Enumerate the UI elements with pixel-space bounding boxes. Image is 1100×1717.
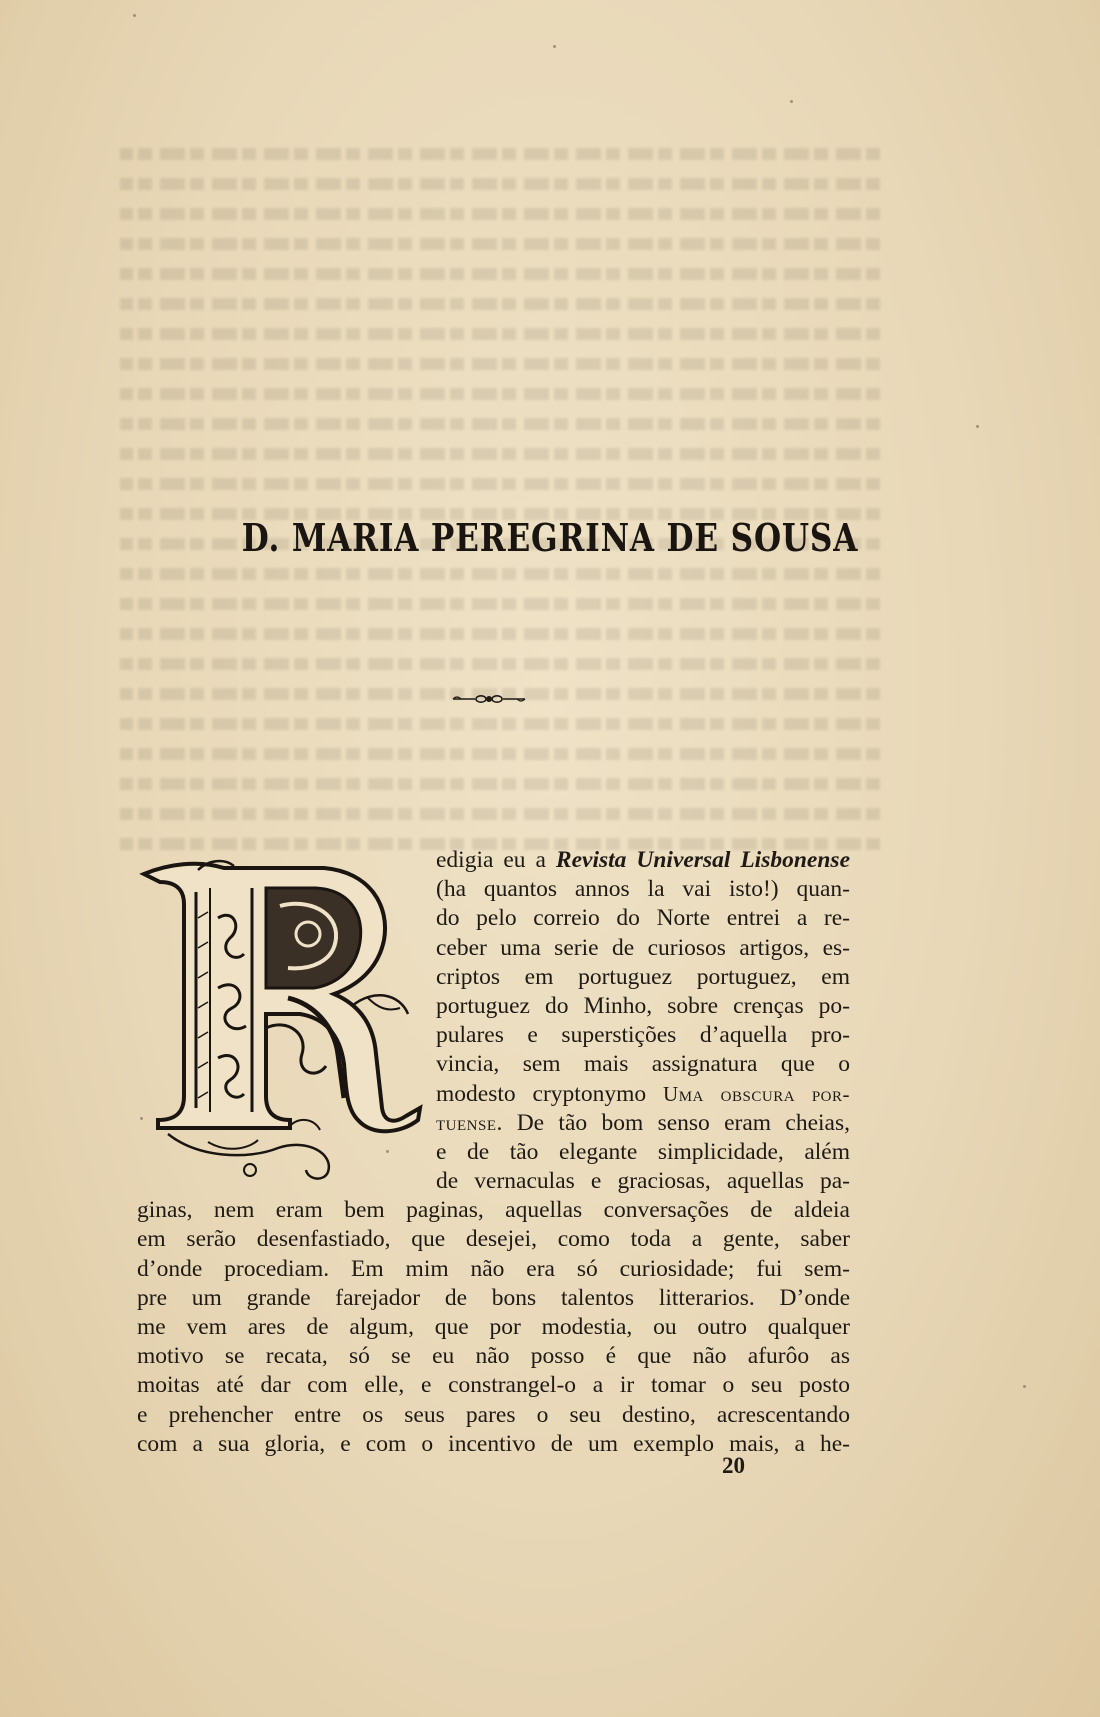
text-line-content (436, 875, 850, 904)
text-line (137, 1255, 850, 1284)
text-line-content (436, 1080, 850, 1109)
text-line-content (137, 1313, 850, 1342)
text-run: (ha quantos annos la vai isto!) quan- (436, 876, 850, 903)
page-number: 20 (722, 1453, 745, 1478)
text-line-content (436, 1021, 850, 1050)
text-line (137, 1225, 850, 1254)
article-lines (137, 846, 850, 1459)
text-smallcaps: Uma obscura por- (663, 1081, 850, 1106)
text-run: portuguez do Minho, sobre crenças po- (436, 992, 850, 1019)
text-run: ginas, nem eram bem paginas, aquellas conversações de aldeia (137, 1197, 850, 1224)
paper-speck (790, 100, 793, 103)
text-line-content (137, 1284, 850, 1313)
text-run: d’onde procediam. Em mim não era só curiosidade; fui sem- (137, 1255, 850, 1282)
text-line (436, 1050, 850, 1079)
text-run: e de tão elegante simplicidade, além (436, 1138, 850, 1165)
text-smallcaps: tuense (436, 1110, 497, 1135)
text-line-content (436, 846, 850, 875)
text-run: . De tão bom senso eram cheias, (496, 1109, 850, 1136)
text-line-content (436, 1138, 850, 1167)
text-line-content (137, 1371, 850, 1400)
text-run: pulares e superstições d’aquella pro- (436, 1022, 850, 1049)
paper-speck (553, 45, 556, 48)
text-run: moitas até dar com elle, e constrangel-o a ir tomar o seu posto (137, 1372, 850, 1399)
text-run: pre um grande farejador de bons talentos litterarios. D’onde (137, 1284, 850, 1311)
text-run: ceber uma serie de curiosos artigos, es- (436, 934, 850, 961)
text-line-content (436, 992, 850, 1021)
text-run: em serão desenfastiado, que desejei, como toda a gente, saber (137, 1226, 850, 1253)
text-run: vincia, sem mais assignatura que o (436, 1051, 850, 1078)
text-line-content (436, 963, 850, 992)
text-line (436, 1109, 850, 1138)
text-run: edigia eu a (436, 847, 556, 873)
text-line (436, 904, 850, 933)
text-line-content (137, 1255, 850, 1284)
text-line-content (137, 1401, 850, 1430)
text-line-content (436, 1050, 850, 1079)
text-run: me vem ares de algum, que por modestia, ou outro qualquer (137, 1314, 850, 1340)
paper-speck (976, 425, 979, 428)
text-line (436, 992, 850, 1021)
text-line (137, 1342, 850, 1371)
text-line (436, 846, 850, 875)
text-em: Revista Universal Lisbonense (555, 847, 851, 873)
text-line (137, 1401, 850, 1430)
article-body (137, 846, 850, 1459)
text-line (436, 1138, 850, 1167)
text-line-content (137, 1342, 850, 1371)
text-line (436, 1021, 850, 1050)
text-line-content (436, 904, 850, 933)
text-line (137, 1371, 850, 1400)
text-line (137, 1313, 850, 1342)
text-line (436, 934, 850, 963)
text-run: criptos em portuguez portuguez, em (436, 963, 850, 990)
text-line-content (436, 1109, 850, 1138)
paper-speck (133, 14, 136, 17)
text-line-content (137, 1225, 850, 1254)
text-line (436, 875, 850, 904)
article-title: D. MARIA PEREGRINA DE SOUSA (241, 515, 859, 560)
text-line (137, 1196, 850, 1225)
text-line (137, 1284, 850, 1313)
text-run: e prehencher entre os seus pares o seu destino, acrescentando (137, 1401, 850, 1428)
text-line-content (436, 934, 850, 963)
text-run: do pelo correio do Norte entrei a re- (436, 905, 850, 932)
text-line-content (137, 1196, 850, 1225)
text-run: modesto cryptonymo (436, 1080, 664, 1107)
fleuron-ornament-icon (451, 692, 527, 706)
text-run: de vernaculas e graciosas, aquellas pa- (436, 1168, 850, 1195)
paper-speck (1023, 1385, 1026, 1388)
text-run: motivo se recata, só se eu não posso é que não afurôo as (137, 1343, 850, 1370)
text-line (436, 1167, 850, 1196)
text-run: com a sua gloria, e com o incentivo de um exemplo mais, a he- (137, 1430, 850, 1457)
text-line-content (436, 1167, 850, 1196)
text-line (436, 963, 850, 992)
text-line (436, 1080, 850, 1109)
